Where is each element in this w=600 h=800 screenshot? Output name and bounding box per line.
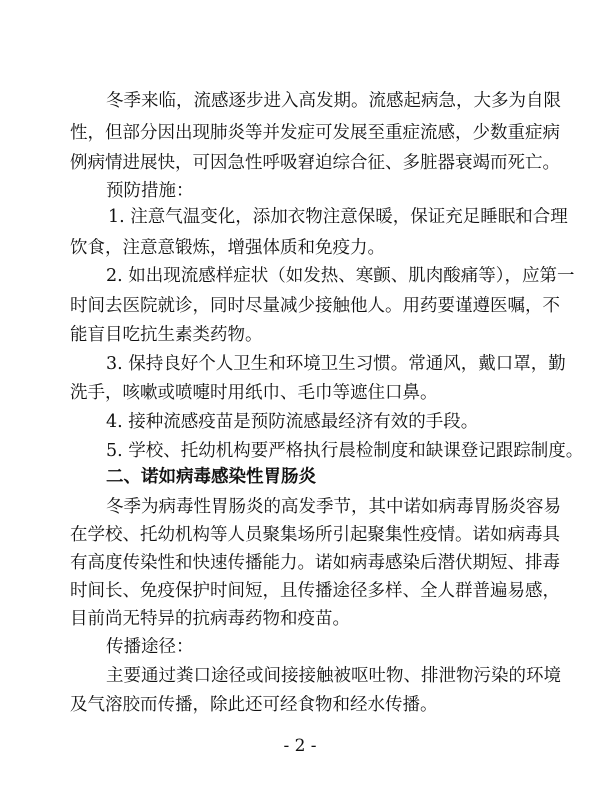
paragraph-line: 例病情进展快，可因急性呼吸窘迫综合征、多脏器衰竭而死亡。 — [70, 153, 560, 173]
paragraph-line: 有高度传染性和快速传播能力。诺如病毒感染后潜伏期短、排毒 — [70, 553, 560, 573]
paragraph-line: 主要通过粪口途径或间接接触被呕吐物、排泄物污染的环境 — [106, 666, 561, 686]
paragraph-line: 冬季来临，流感逐步进入高发期。流感起病急，大多为自限 — [106, 91, 561, 111]
measure-5-line: 5. 学校、托幼机构要严格执行晨检制度和缺课登记跟踪制度。 — [106, 441, 584, 461]
measure-1-line: 饮食，注意意锻炼，增强体质和免疫力。 — [70, 238, 385, 258]
paragraph-line: 冬季为病毒性胃肠炎的高发季节，其中诺如病毒胃肠炎容易 — [106, 497, 561, 517]
paragraph-line: 性，但部分因出现肺炎等并发症可发展至重症流感，少数重症病 — [70, 123, 560, 143]
measure-4-line: 4. 接种流感疫苗是预防流感最经济有效的手段。 — [106, 412, 479, 432]
section-heading: 二、诺如病毒感染性胃肠炎 — [106, 467, 316, 487]
paragraph-line: 在学校、托幼机构等人员聚集场所引起聚集性疫情。诺如病毒具 — [70, 525, 560, 545]
measure-2-line: 时间去医院就诊，同时尽量减少接触他人。用药要谨遵医嘱，不 — [70, 296, 560, 316]
measure-1-line: 1. 注意气温变化，添加衣物注意保暖，保证充足睡眠和合理 — [108, 207, 568, 227]
prevention-label: 预防措施： — [106, 181, 194, 201]
paragraph-line: 时间长、免疫保护时间短，且传播途径多样、全人群普遍易感， — [70, 581, 560, 601]
measure-2-line: 能盲目吃抗生素类药物。 — [70, 325, 263, 345]
transmission-label: 传播途径： — [106, 637, 194, 657]
paragraph-line: 目前尚无特异的抗病毒药物和疫苗。 — [70, 609, 350, 629]
paragraph-line: 及气溶胶而传播，除此还可经食物和经水传播。 — [70, 695, 438, 715]
page-number: - 2 - — [283, 736, 317, 756]
measure-3-line: 洗手，咳嗽或喷嚏时用纸巾、毛巾等遮住口鼻。 — [70, 383, 438, 403]
measure-2-line: 2. 如出现流感样症状（如发热、寒颤、肌肉酸痛等），应第一 — [106, 266, 575, 286]
measure-3-line: 3. 保持良好个人卫生和环境卫生习惯。常通风，戴口罩，勤 — [106, 354, 566, 374]
